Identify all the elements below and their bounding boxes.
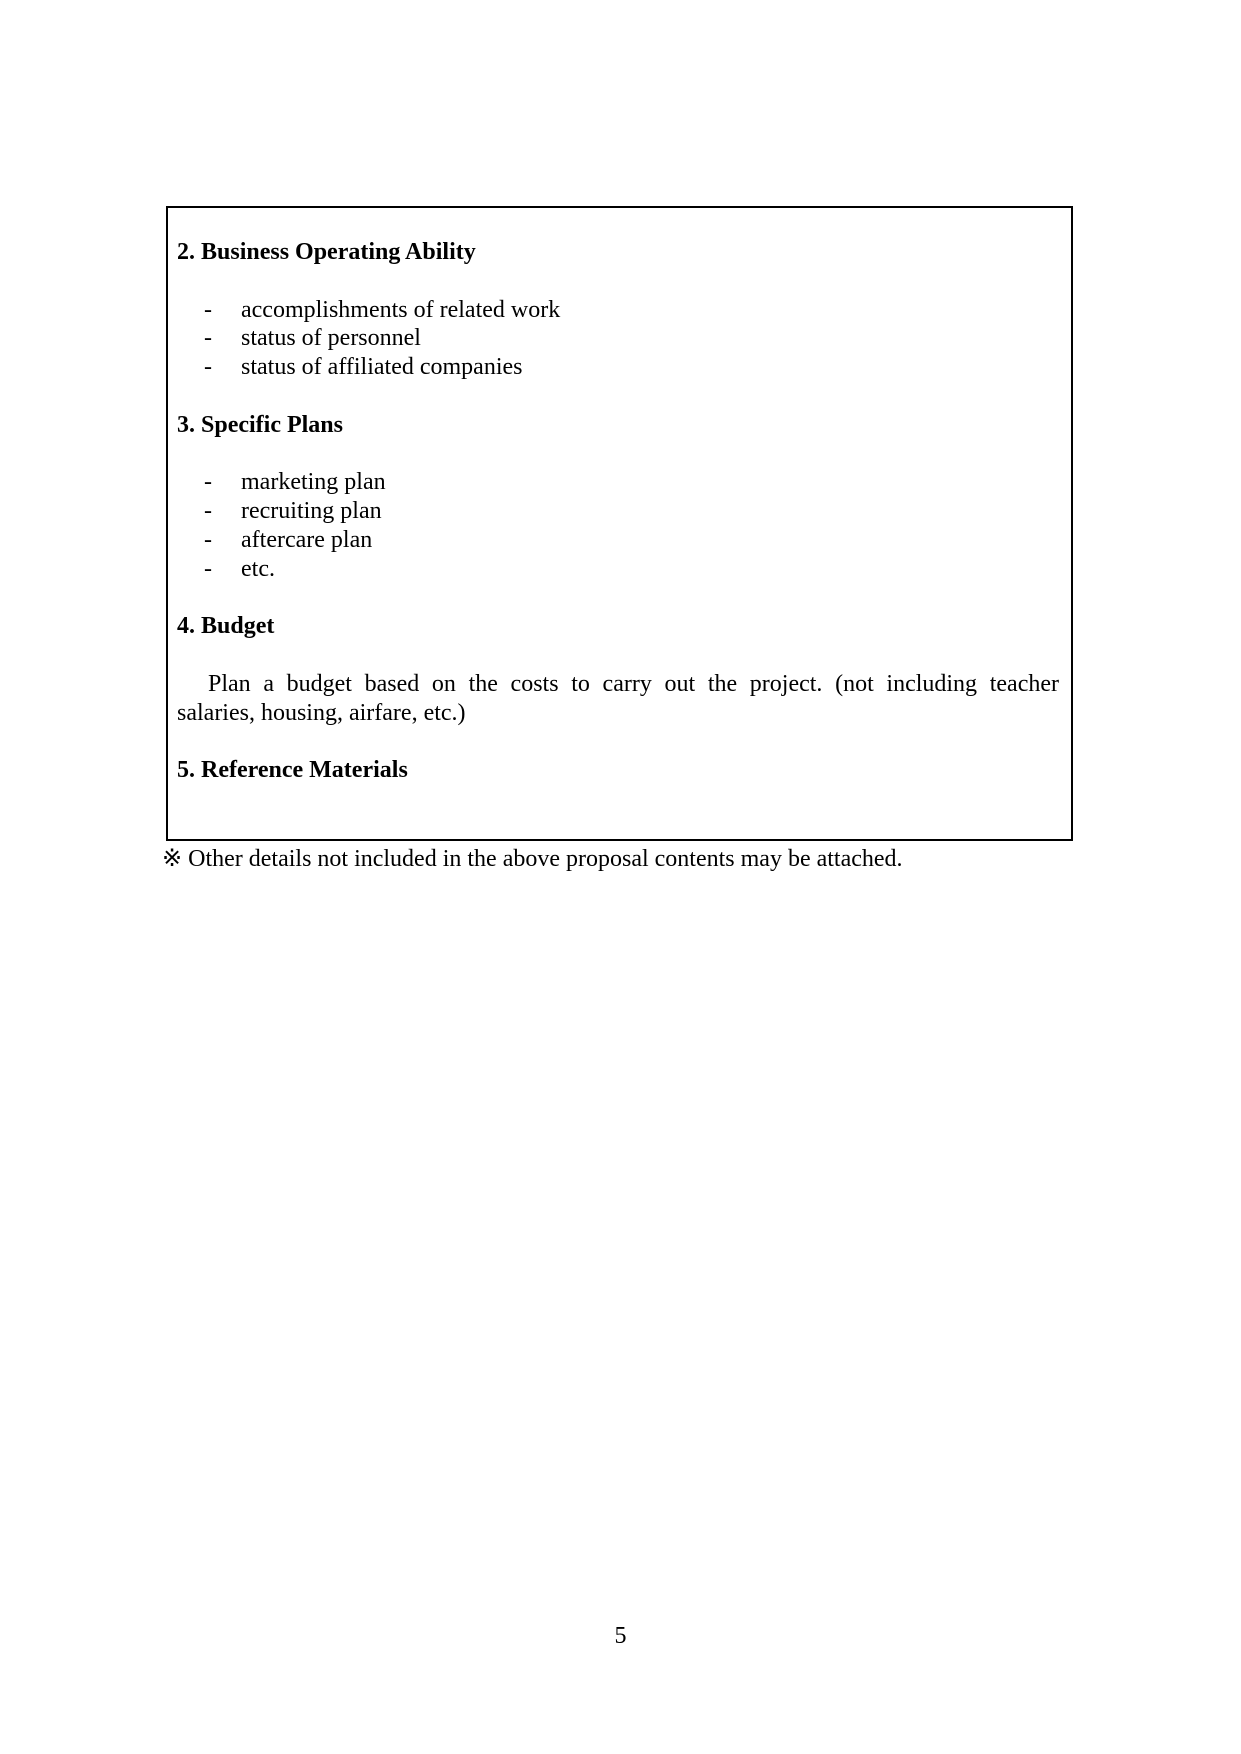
- list-item-text: status of personnel: [241, 325, 421, 352]
- budget-paragraph-line-2: salaries, housing, airfare, etc.): [177, 699, 466, 726]
- section-heading-reference-materials: 5. Reference Materials: [177, 757, 408, 784]
- list-dash: -: [204, 498, 212, 525]
- proposal-contents-box: [166, 206, 1073, 841]
- proposal-box-content: [168, 208, 1071, 785]
- list-item-text: recruiting plan: [241, 498, 382, 525]
- list-item: [177, 296, 1059, 325]
- attachment-note: ※ Other details not included in the above proposal contents may be attached.: [162, 846, 903, 872]
- section-heading-budget: 4. Budget: [177, 613, 275, 640]
- list-dash: -: [204, 469, 212, 496]
- blank-line: [177, 267, 1059, 296]
- list-item-text: marketing plan: [241, 469, 386, 496]
- list-dash: -: [204, 354, 212, 381]
- list-dash: -: [204, 325, 212, 352]
- list-item: [177, 353, 1059, 382]
- blank-line: [177, 728, 1059, 757]
- section-heading-business-operating-ability: 2. Business Operating Ability: [177, 239, 476, 265]
- budget-paragraph-line-1: Plan a budget based on the costs to carry out the project. (not including teacher: [208, 670, 1059, 697]
- blank-line: [177, 584, 1059, 613]
- list-item: [177, 555, 1059, 584]
- list-item-text: aftercare plan: [241, 526, 373, 553]
- list-item: [177, 468, 1059, 497]
- list-item: [177, 324, 1059, 353]
- blank-line: [177, 382, 1059, 411]
- list-item: [177, 497, 1059, 526]
- section-heading-specific-plans: 3. Specific Plans: [177, 411, 343, 438]
- list-dash: -: [204, 296, 212, 323]
- list-item-text: status of affiliated companies: [241, 354, 523, 381]
- list-dash: -: [204, 555, 212, 582]
- list-item-text: etc.: [241, 555, 275, 582]
- list-item: [177, 526, 1059, 555]
- page-number: 5: [614, 1623, 627, 1649]
- blank-line: [177, 440, 1059, 469]
- list-dash: -: [204, 526, 212, 553]
- list-item-text: accomplishments of related work: [241, 296, 561, 323]
- blank-line: [177, 641, 1059, 670]
